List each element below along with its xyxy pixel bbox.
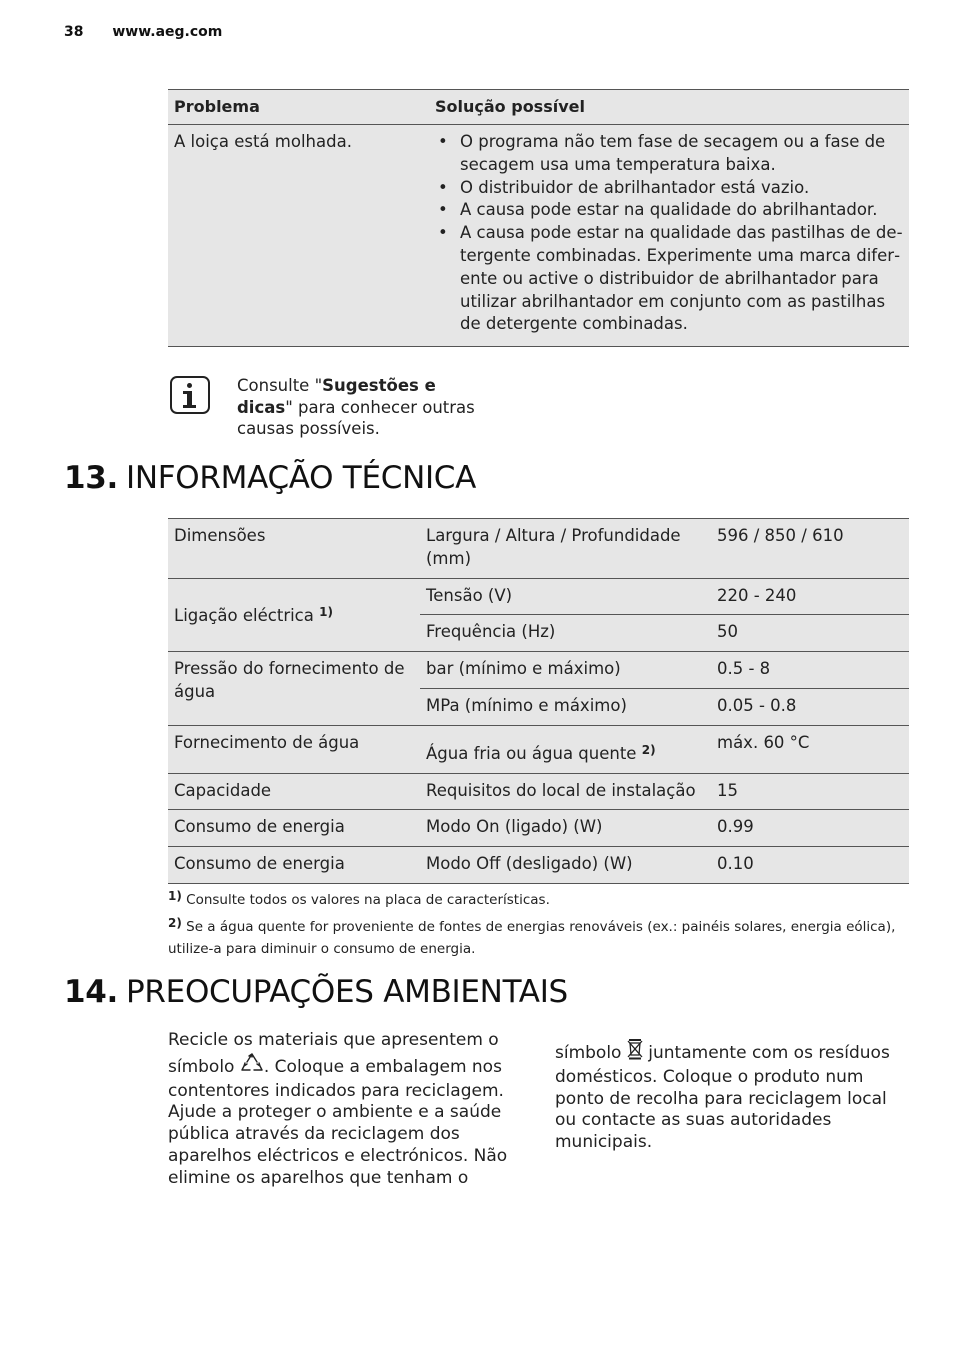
elec-label: Ligação eléctrica	[174, 605, 314, 625]
footnote-1	[168, 885, 908, 911]
cap-value: 15	[711, 773, 909, 810]
freq-param: Frequência (Hz)	[420, 615, 711, 652]
on-label: Consumo de energia	[168, 810, 420, 847]
supply-param: Água fria ou água quente	[426, 743, 637, 763]
footnote-mark: 1)	[168, 889, 182, 903]
solution-header: Solução possível	[429, 90, 909, 125]
table-row	[168, 519, 909, 579]
note-text	[237, 375, 487, 440]
environment-paragraph-1	[168, 1030, 518, 1190]
table-row	[168, 652, 909, 689]
section-number: 14.	[64, 974, 119, 1010]
footnote-mark: 2)	[168, 916, 182, 930]
on-value: 0.99	[711, 810, 909, 847]
bar-value: 0.5 - 8	[711, 652, 909, 689]
paragraph-text: . Coloque a embalagem nos contentores indicados para reciclagem. Ajude a proteger o ambiente e a saúde pública através da reciclagem dos aparelhos eléctricos e electrónicos. Não elimine os aparelhos que tenham o	[168, 1056, 508, 1188]
recycle-icon	[240, 1052, 264, 1081]
table-row	[168, 578, 909, 615]
note-suffix: " para conhecer outras causas possíveis.	[237, 397, 475, 438]
volt-param: Tensão (V)	[420, 578, 711, 615]
footnote-ref: 1)	[319, 604, 333, 619]
footnote-text: Se a água quente for proveniente de fontes de energias renováveis (ex.: painéis solares, energia eólica), utilize-a para diminuir o consumo de energia.	[168, 919, 896, 957]
section-title-text: PREOCUPAÇÕES AMBIENTAIS	[126, 974, 568, 1010]
problem-table	[168, 89, 909, 347]
bar-param: bar (mínimo e máximo)	[420, 652, 711, 689]
footnote-2	[168, 912, 908, 960]
paragraph-text: Recicle os materiais que apresentem o símbolo	[168, 1030, 499, 1077]
section-title-text: INFORMAÇÃO TÉCNICA	[126, 460, 477, 496]
mpa-param: MPa (mínimo e máximo)	[420, 688, 711, 725]
press-label: Pressão do fornecimento de água	[168, 652, 420, 726]
paragraph-text: símbolo	[555, 1043, 622, 1063]
page-header	[64, 24, 246, 40]
mpa-value: 0.05 - 0.8	[711, 688, 909, 725]
section-number: 13.	[64, 460, 119, 496]
table-row	[168, 847, 909, 884]
off-label: Consumo de energia	[168, 847, 420, 884]
solution-cell	[429, 125, 909, 347]
table-row	[168, 773, 909, 810]
list-item: • A causa pode estar na qualidade do abrilhantador.	[435, 199, 903, 222]
page-number: 38	[64, 24, 84, 40]
problem-header: Problema	[168, 90, 429, 125]
supply-label: Fornecimento de água	[168, 725, 420, 773]
table-row	[168, 725, 909, 773]
crossed-bin-icon	[627, 1038, 643, 1067]
cap-label: Capacidade	[168, 773, 420, 810]
dim-label: Dimensões	[168, 519, 420, 579]
section-13-title	[64, 460, 476, 496]
footnote-ref: 2)	[641, 742, 656, 757]
tech-table	[168, 518, 909, 884]
table-row	[168, 810, 909, 847]
supply-value: máx. 60 °C	[711, 725, 909, 773]
info-icon	[170, 376, 210, 414]
elec-label-cell	[168, 578, 420, 652]
problem-cell: A loiça está molhada.	[168, 125, 429, 347]
dim-param: Largura / Altura / Profundidade (mm)	[420, 519, 711, 579]
volt-value: 220 - 240	[711, 578, 909, 615]
website-link[interactable]: www.aeg.com	[112, 24, 223, 40]
list-item: • O distribuidor de abrilhantador está vazio.	[435, 177, 903, 200]
cap-param: Requisitos do local de instalação	[420, 773, 711, 810]
environment-paragraph-2	[555, 1038, 900, 1154]
off-param: Modo Off (desligado) (W)	[420, 847, 711, 884]
paragraph-text: juntamente com os resíduos domésticos. Coloque o produto num ponto de recolha para reciclagem local ou contacte as suas autoridades municipais.	[555, 1043, 890, 1153]
note-link-text: Sugestões e dicas	[237, 376, 436, 417]
off-value: 0.10	[711, 847, 909, 884]
section-14-title	[64, 974, 568, 1010]
on-param: Modo On (ligado) (W)	[420, 810, 711, 847]
freq-value: 50	[711, 615, 909, 652]
table-row	[168, 125, 909, 347]
solution-list	[435, 131, 903, 336]
dim-value: 596 / 850 / 610	[711, 519, 909, 579]
list-item: • A causa pode estar na qualidade das pastilhas de detergente combinadas. Experimente uma marca diferente ou active o distribuidor de abrilhantador para utilizar abrilhantador em conjunto com as pastilhas de detergente combinadas.	[435, 222, 903, 336]
supply-param-cell	[420, 725, 711, 773]
note-prefix: Consulte "	[237, 376, 323, 395]
footnote-text: Consulte todos os valores na placa de características.	[186, 892, 550, 908]
list-item: • O programa não tem fase de secagem ou a fase de secagem usa uma temperatura baixa.	[435, 131, 903, 177]
